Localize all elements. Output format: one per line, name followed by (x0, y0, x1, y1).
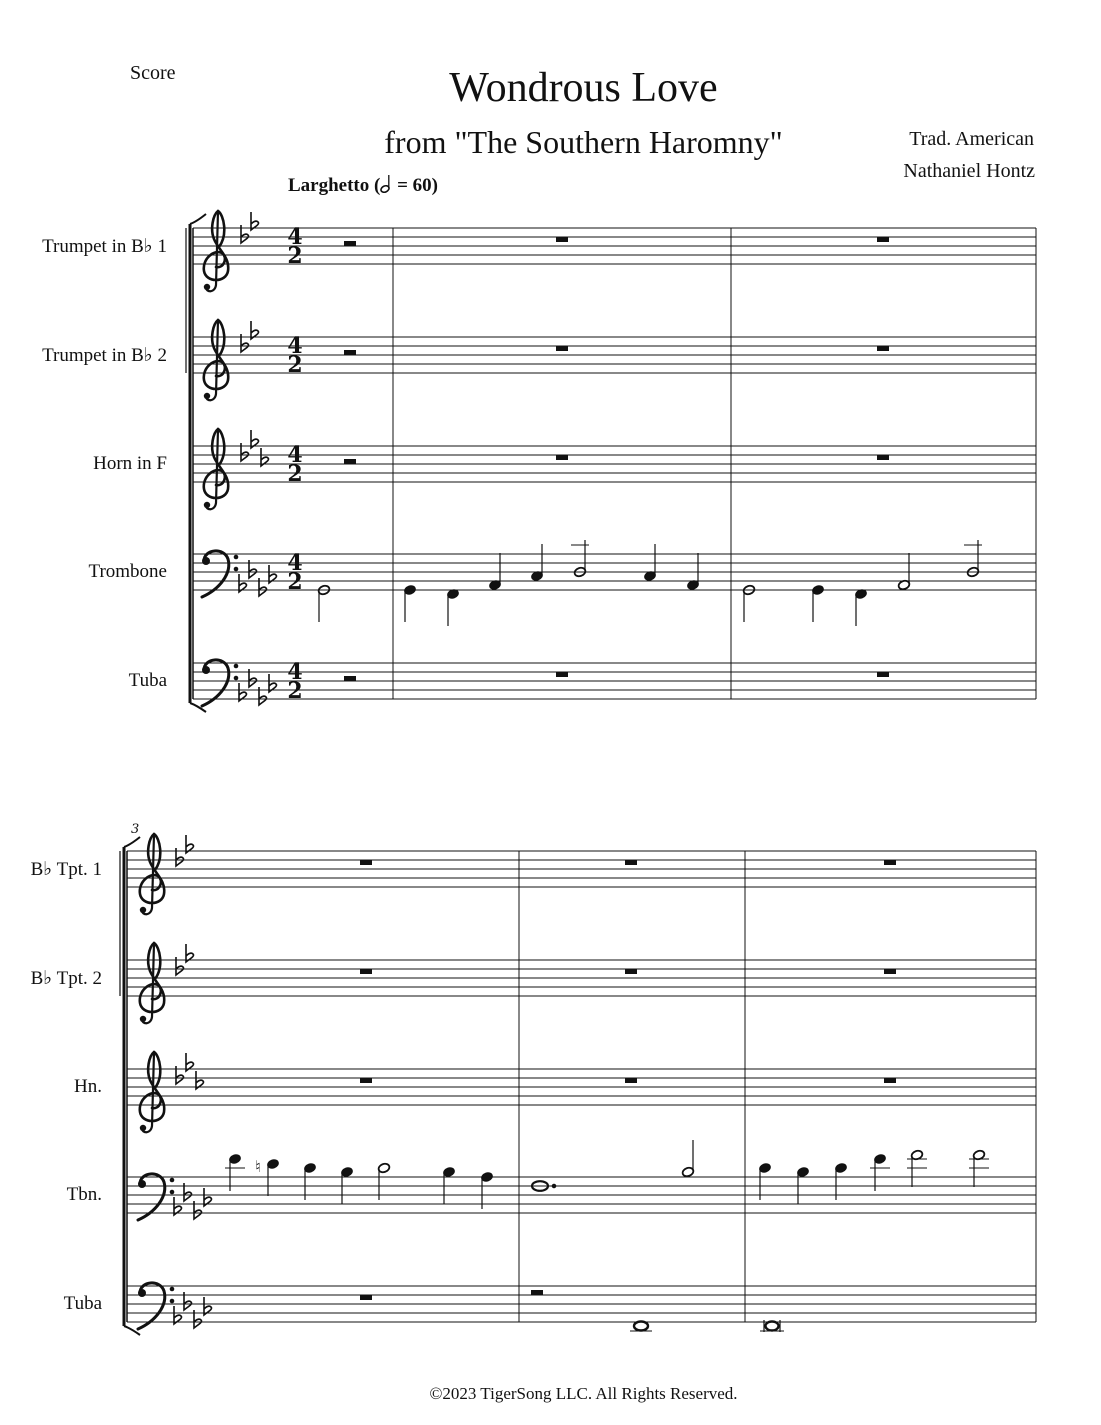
key-signature-horn (241, 430, 269, 466)
key-signature-horn (176, 1053, 204, 1089)
instrument-abbrev-trombone: Tbn. (66, 1184, 102, 1205)
staff-tuba (193, 663, 1036, 699)
treble-clef-icon (204, 429, 228, 509)
rests-system-2 (360, 860, 896, 1300)
svg-text:2: 2 (287, 243, 303, 269)
key-signature-trombone (239, 560, 277, 596)
treble-clef-icon (140, 943, 164, 1023)
system-2 (120, 837, 1036, 1335)
key-signature-trombone (174, 1183, 212, 1219)
treble-clef-icon (140, 834, 164, 914)
rests-system-1 (344, 237, 889, 681)
svg-text:4: 4 (287, 659, 303, 685)
svg-text:2: 2 (287, 461, 303, 487)
system-1 (186, 214, 1036, 712)
svg-text:4: 4 (287, 224, 303, 250)
trombone-notes-system-1 (317, 540, 982, 626)
svg-text:2: 2 (287, 569, 303, 595)
tempo-value: = 60) (392, 175, 438, 196)
piece-subtitle: from "The Southern Haromny" (384, 124, 783, 160)
svg-text:4: 4 (287, 550, 303, 576)
instrument-abbrev-tuba: Tuba (63, 1293, 102, 1314)
svg-text:4: 4 (287, 442, 303, 468)
piece-title: Wondrous Love (449, 65, 718, 111)
instrument-abbrev-trumpet-1: B♭ Tpt. 1 (30, 859, 102, 880)
tempo-text: Larghetto ( (288, 175, 381, 196)
staff-trombone (127, 1177, 1036, 1213)
svg-text:4: 4 (287, 333, 303, 359)
svg-text:2: 2 (287, 678, 303, 704)
treble-clef-icon (204, 211, 228, 291)
time-signature (287, 224, 302, 704)
svg-text:2: 2 (287, 352, 303, 378)
key-signature-tuba (239, 669, 277, 705)
instrument-name-trumpet-1: Trumpet in B♭ 1 (42, 236, 167, 257)
staff-trumpet-2 (127, 960, 1036, 996)
arranger-credit: Nathaniel Hontz (903, 160, 1035, 182)
treble-clef-icon (204, 320, 228, 400)
instrument-name-horn: Horn in F (93, 453, 167, 474)
instrument-abbrev-horn: Hn. (74, 1076, 102, 1097)
instrument-name-trombone: Trombone (88, 561, 167, 582)
measure-number: 3 (131, 822, 140, 837)
trombone-notes-system-2 (225, 1140, 989, 1209)
staff-trumpet-2 (193, 337, 1036, 373)
staff-trumpet-1 (127, 851, 1036, 887)
staff-tuba (127, 1286, 1036, 1322)
instrument-abbrev-trumpet-2: B♭ Tpt. 2 (30, 968, 102, 989)
staff-horn (193, 446, 1036, 482)
composer-credit: Trad. American (909, 128, 1034, 150)
staff-horn (127, 1069, 1036, 1105)
copyright-notice: ©2023 TigerSong LLC. All Rights Reserved. (429, 1384, 738, 1403)
instrument-name-tuba: Tuba (128, 670, 167, 691)
instrument-name-trumpet-2: Trumpet in B♭ 2 (42, 345, 167, 366)
svg-text:♮: ♮ (255, 1157, 261, 1176)
score-label: Score (130, 62, 176, 84)
staff-trumpet-1 (193, 228, 1036, 264)
key-signature-tuba (174, 1292, 212, 1328)
treble-clef-icon (140, 1052, 164, 1132)
